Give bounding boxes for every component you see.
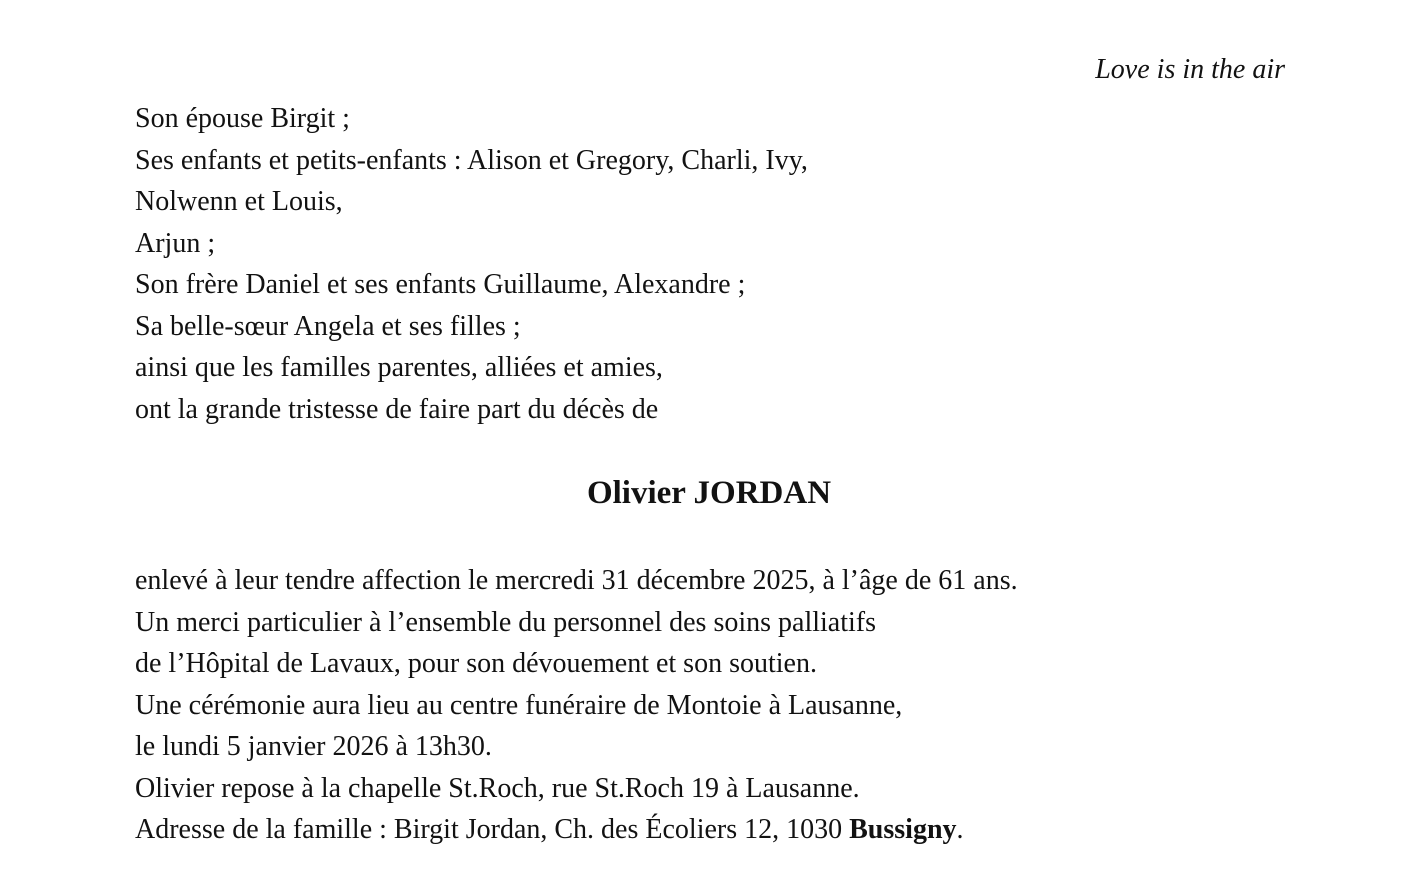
family-address-locality: Bussigny [849,814,957,845]
notice-line: ainsi que les familles parentes, alliées et amies, [135,352,663,383]
notice-line: Arjun ; [135,227,216,259]
notice-line: enlevé à leur tendre affection le mercredi 31 décembre 2025, à l’âge de 61 ans. [135,565,1018,596]
family-intro-block [135,98,1298,430]
notice-line: Nolwenn et Louis, [135,186,343,217]
notice-line: Son frère Daniel et ses enfants Guillaume, Alexandre ; [135,269,746,300]
notice-line: Une cérémonie aura lieu au centre funéraire de Montoie à Lausanne, [135,689,903,721]
notice-line: Un merci particulier à l’ensemble du personnel des soins palliatifs [135,606,877,638]
header-quote: Love is in the air [1095,54,1285,85]
notice-line: le lundi 5 janvier 2026 à 13h30. [135,731,492,762]
notice-line: de l’Hôpital de Lavaux, pour son dévouement et son soutien. [135,648,817,679]
notice-line: Ses enfants et petits-enfants : Alison et Gregory, Charli, Ivy, [135,144,808,176]
details-block [135,560,1298,851]
family-address-suffix: . [956,814,964,845]
family-address-line [135,809,1298,851]
family-address-prefix: Adresse de la famille : Birgit Jordan, Ch. des Écoliers 12, 1030 [135,814,850,845]
notice-line: Olivier repose à la chapelle St.Roch, rue St.Roch 19 à Lausanne. [135,772,860,804]
deceased-name: Olivier JORDAN [586,475,832,511]
notice-line: Son épouse Birgit ; [135,103,350,134]
notice-line: ont la grande tristesse de faire part du décès de [135,393,659,425]
notice-line: Sa belle-sœur Angela et ses filles ; [135,310,521,342]
